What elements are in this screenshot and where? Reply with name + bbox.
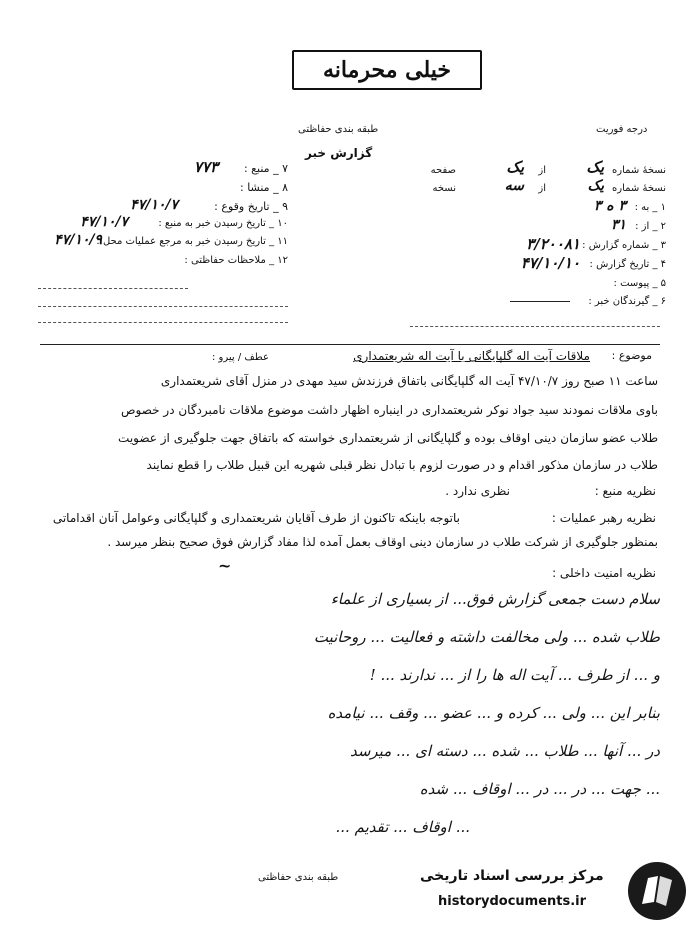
field-label: ۵ _ پیوست : xyxy=(613,278,666,289)
left-fields xyxy=(410,158,666,322)
operations-line: بمنظور جلوگیری از شرکت طلاب در سازمان دینی اوقاف بعمل آمده لذا مفاد گزارش فوق صحیح بنظر میرسد . xyxy=(107,535,658,549)
source-opinion-label: نظریه منبع : xyxy=(594,484,656,498)
handwritten-line: طلاب شده ... ولی مخالفت داشته و فعالیت ... روحانیت xyxy=(313,628,660,646)
operations-opinion-label: نظریه رهبر عملیات : xyxy=(551,511,656,525)
field-to xyxy=(410,199,666,217)
field-value: یک xyxy=(587,178,604,194)
internal-security-label: نظریه امنیت داخلی : xyxy=(552,566,656,580)
priority-label: درجه فوریت xyxy=(596,124,648,135)
subject-text: ملاقات آیت اله گلپایگانی با آیت اله شریعتمداری xyxy=(353,349,590,363)
blank-line xyxy=(38,322,288,323)
field-value: ۴۷/۱۰/۷ xyxy=(130,197,178,213)
field-value: ۴۷/۱۰/۱۰ xyxy=(520,254,580,272)
field-unit: نسخه xyxy=(432,183,456,194)
field-value: سه xyxy=(504,178,524,194)
watermark-url: historydocuments.ir xyxy=(438,894,587,909)
field-label: ۸ _ منشا : xyxy=(240,181,288,194)
body-line: طلاب عضو سازمان دینی اوقاف بوده و گلپایگانی از شریعتمداری خواسته که باتفاق جهت جلوگیری از عضویت xyxy=(118,431,658,445)
field-value: ۴۷/۱۰/۹ xyxy=(54,232,102,248)
field-label: ۷ _ منبع : xyxy=(243,162,288,175)
field-value: ۳۱ xyxy=(610,217,626,233)
handwritten-mark: ~ xyxy=(218,556,232,575)
field-attachment xyxy=(410,275,666,293)
field-value: ۳ ه ۳ xyxy=(593,198,626,214)
field-label: از xyxy=(538,165,546,176)
field-copy-count xyxy=(410,180,666,198)
field-origin xyxy=(38,179,288,199)
field-source xyxy=(38,160,288,180)
field-value: ۳/۲۰۰۸۱ xyxy=(526,235,580,253)
handwritten-line: در ... آنها ... طلاب ... شده ... دسته ای ... میرسد xyxy=(349,742,660,760)
field-label: از xyxy=(538,183,546,194)
operations-line: باتوجه باینکه تاکنون از طرف آقایان شریعتمداری و گلپایگانی وعوامل آنان اقداماتی xyxy=(52,511,460,525)
field-copy-pages xyxy=(410,158,666,180)
field-label: ۶ _ گیرندگان خبر : xyxy=(588,296,666,307)
field-label: ۹ _ تاریخ وقوع : xyxy=(214,200,288,213)
field-label: ۱۱ _ تاریخ رسیدن خبر به مرجع عملیات محل : xyxy=(96,236,288,247)
field-value: یک xyxy=(586,158,604,176)
handwritten-line: ... جهت ... در ... در ... اوقاف ... شده xyxy=(419,780,660,798)
field-label: ۲ _ از : xyxy=(635,221,666,232)
field-report-date xyxy=(410,256,666,274)
field-value: ۷۷۳ xyxy=(193,158,218,176)
field-from xyxy=(410,218,666,236)
field-label: ۳ _ شماره گزارش : xyxy=(582,240,666,251)
body-line: باوی ملاقات نمودند سید جواد نوکر شریعتمداری در اینباره اظهار داشت موضوع ملاقات نامبردگان در خصوص xyxy=(121,403,658,417)
field-label: نسخهٔ شماره xyxy=(612,165,666,176)
field-label: ۱۰ _ تاریخ رسیدن خبر به منبع : xyxy=(158,218,288,229)
classification-stamp: خیلی محرمانه xyxy=(292,50,482,90)
recipients-dash xyxy=(510,301,570,302)
body-line: ساعت ۱۱ صبح روز ۴۷/۱۰/۷ آیت اله گلپایگانی باتفاق فرزندش سید مهدی در منزل آقای شریعتمداری xyxy=(160,374,658,388)
field-label: ۱ _ به : xyxy=(634,202,666,213)
blank-line xyxy=(38,288,188,289)
field-security-notes xyxy=(38,252,288,272)
handwritten-line: ... اوقاف ... تقدیم ... xyxy=(335,818,470,836)
field-label: ۴ _ تاریخ گزارش : xyxy=(589,259,666,270)
field-report-number xyxy=(410,237,666,255)
report-title: گزارش خبر xyxy=(305,146,373,160)
reference-label: عطف / پیرو : xyxy=(212,352,269,363)
handwritten-line: و ... از طرف ... آیت اله ها را از ... ندارند ... ! xyxy=(369,666,660,684)
field-unit: صفحه xyxy=(430,165,456,176)
classification-label-bottom: طبقه بندی حفاظتی xyxy=(258,872,339,883)
subject-label: موضوع : xyxy=(611,349,652,362)
field-value: ۴۷/۱۰/۷ xyxy=(80,214,128,230)
header-separator xyxy=(40,344,660,345)
field-date-to-operations xyxy=(38,233,288,253)
field-value: یک xyxy=(506,158,524,176)
classification-label-top: طبقه بندی حفاظتی xyxy=(298,124,379,135)
blank-line xyxy=(38,306,288,307)
field-recipients xyxy=(410,293,666,311)
handwritten-line: سلام دست جمعی گزارش فوق... از بسیاری از علماء xyxy=(330,590,660,608)
watermark-title: مرکز بررسی اسناد تاریخی xyxy=(420,868,604,884)
field-label: ۱۲ _ ملاحظات حفاظتی : xyxy=(184,255,288,266)
handwritten-line: بنابر این ... ولی ... کرده و ... عضو ... وقف ... نیامده xyxy=(327,704,660,722)
right-fields xyxy=(38,160,288,280)
field-label: نسخهٔ شماره xyxy=(612,183,666,194)
blank-line xyxy=(410,326,660,327)
body-line: طلاب در سازمان مذکور اقدام و در صورت لزوم با تبادل نظر قبلی شهریه این قبیل طلاب را قطع نمایند xyxy=(146,458,658,472)
source-opinion: نظری ندارد . xyxy=(445,484,510,498)
archive-logo-icon xyxy=(628,862,686,920)
